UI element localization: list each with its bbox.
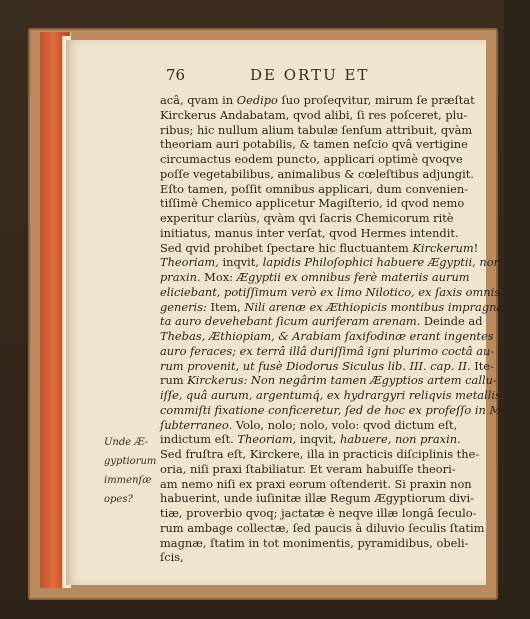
text-line [160,388,501,403]
italic-run: commiſti fixatione conficeretur, ſed de hoc ex profeſſo in Mundo [160,402,530,417]
text-line [160,329,494,344]
text-run: rum [160,373,188,388]
text-line [160,462,476,477]
text-line [160,358,494,374]
italic-run: habuere, non praxin. [340,432,461,447]
text-run: Sed qvid prohibet ſpectare hic fluctuantem [160,240,413,255]
running-title: DE ORTU ET [250,66,370,84]
page-header [166,66,486,88]
margin-note-line: Unde Æ- [104,437,148,448]
text-line [160,520,485,536]
text-line [160,240,479,256]
text-line [160,314,483,329]
text-line [160,373,497,388]
text-line [160,491,476,506]
text-line [160,93,476,108]
text-run: Sed fruſtra eſt, Kirckere, illa in practicis diſciplinis the- [160,447,480,461]
italic-run: iſſe, quâ aurum, argentumq́, ex hydrargyri reliqvis metallis [160,388,501,402]
text-line [160,196,476,211]
text-line [160,506,476,521]
italic-run: Theoriam, [160,255,219,270]
italic-run: Oedipo [236,93,278,107]
body-text [160,93,530,565]
italic-run: rum provenit, ut fusè Diodorus Siculus lib. III. cap. II. [160,358,471,373]
text-run: indictum eſt. [160,432,238,447]
text-run: Deinde ad [420,314,483,329]
text-line [160,152,476,167]
text-run: am nemo niſi ex praxi eorum oſtenderit. Si praxin non [160,476,472,491]
text-run: habuerint, unde iuſinitæ illæ Regum Ægyptiorum divi- [160,491,474,506]
text-run: oria, niſi praxi ſtabiliatur. Et veram habuiſſe theori- [160,461,456,476]
text-run: Eſto tamen, poſſit omnibus applicari, dum convenien- [160,181,469,196]
italic-run: Kirckerus: [187,373,248,388]
italic-run: Kirckerum [412,240,474,255]
italic-run: Ægyptii ex omnibus ferè materiis aurum [236,270,470,284]
text-line [160,123,476,138]
italic-run: ta auro devehebant ſicum auriferam arenam. [160,314,421,329]
text-line [160,270,476,285]
italic-run: Thebas, Æthiopiam, & Arabiam ſaxifodinæ erant ingentes [160,329,494,343]
text-line [160,299,508,315]
text-line [160,418,476,433]
italic-run: generis: [160,299,207,314]
italic-run: lapidis Philoſophici habuere Ægyptii, non [262,255,501,270]
text-run: inqvit, [218,255,263,270]
text-line [160,536,476,551]
text-run: ! [473,240,479,255]
text-line [160,182,476,197]
text-run: , inqvit, [292,432,341,447]
text-run: theoriam auri potabilis, & tamen neſcio qvâ vertigine [160,137,468,152]
text-line [160,211,476,226]
text-line [160,108,476,123]
text-line [160,137,476,152]
text-line [160,550,476,565]
margin-note-line: opes? [104,494,133,505]
text-run: ribus; hic nullum alium tabulæ ſenſum attribuit, qvàm [160,122,473,137]
text-run: Volo, nolo; nolo, volo: qvod dictum eſt, [232,417,458,432]
italic-run: ſubterraneo. [160,417,233,432]
text-run: ſuo proſeqvitur, mirum ſe præſtat [277,93,475,107]
margin-note [104,433,158,509]
text-line [160,167,476,182]
text-run: Kirckerus Andabatam, qvod alibi, ſi res poſceret, plu- [160,107,468,122]
italic-run: Theoriam [237,432,293,447]
margin-note-line: immenſæ [104,475,152,486]
text-line [160,447,480,462]
text-run: Ite- [470,358,494,373]
text-line [160,477,476,492]
text-run: poſſe vegetabilibus, animalibus & cœleſtibus adjungit. [160,166,474,181]
italic-run: eliciebant, potiſſimum verò ex limo Nilotico, ex ſaxis omnis [160,284,501,299]
text-line [160,402,530,418]
text-run: Mox: [200,270,237,284]
text-line [160,255,501,270]
text-line [160,226,476,241]
text-run: circumactus eodem puncto, applicari optimè qvoqve [160,152,463,166]
text-run: experitur clariùs, qvàm qvi ſacris Chemicorum ritè [160,211,454,225]
text-run: tiſſimè Chemico applicetur Magiſterio, id qvod nemo [160,196,465,211]
margin-note-line: gyptiorum [104,456,157,467]
text-line [160,343,495,359]
text-run: acâ, qvam in [160,93,237,107]
text-line [160,284,501,300]
page-number: 76 [166,66,186,84]
text-line [160,432,476,447]
italic-run: praxin. [160,270,201,284]
text-run: Item, [206,299,245,314]
italic-run: auro feraces; ex terrâ illâ duriſſimâ igni plurimo coctâ au- [160,343,495,358]
text-run: magnæ, ſtatim in tot monimentis, pyramidibus, obeli- [160,535,469,550]
text-run: rum ambage collectæ, ſed paucis à diluvio ſeculis ſtatim [160,520,485,535]
text-run: initiatus, manus inter verſat, qvod Hermes intendit. [160,225,459,240]
text-run: ſcis, [160,550,184,565]
text-run: tiæ, proverbio qvoq; jactatæ è neqve illæ longâ ſeculo- [160,506,477,520]
italic-run: Non negârim tamen Ægyptios artem callu- [250,373,497,388]
italic-run: Nili arenæ ex Æthiopicis montibus impragna- [244,299,508,314]
